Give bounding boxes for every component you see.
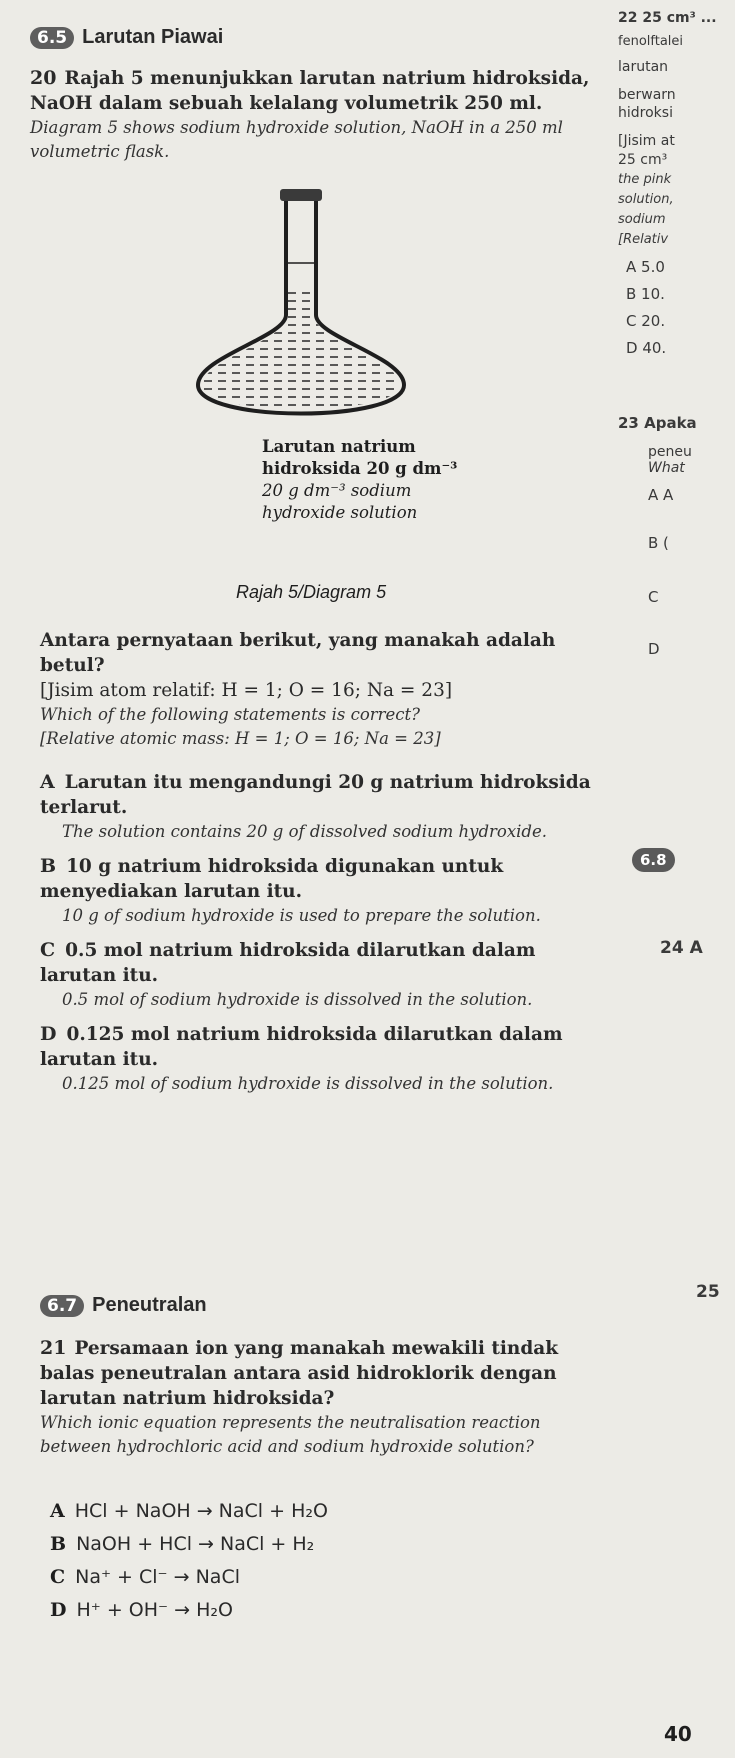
option-text-en: The solution contains 20 g of dissolved sodium hydroxide. — [62, 822, 548, 841]
option-letter: D — [50, 1599, 67, 1621]
q23-line: What — [648, 460, 685, 476]
question-20-options — [40, 770, 600, 1096]
prompt-malay: Antara pernyataan berikut, yang manakah adalah betul? — [40, 630, 556, 676]
section-badge-6-8 — [632, 850, 675, 869]
section-header-6-7 — [40, 1294, 207, 1317]
flask-label-en-2: hydroxide solution — [262, 503, 418, 522]
q23-line: B ( — [648, 534, 669, 552]
section-header-6-5 — [30, 26, 223, 49]
stem-malay: Persamaan ion yang manakah mewakili tindak balas peneutralan antara asid hidroklorik dengan larutan natrium hidroksida? — [40, 1338, 559, 1409]
right-column-cutoff — [618, 10, 735, 658]
atomic-mass-english: [Relative atomic mass: H = 1; O = 16; Na = 23] — [40, 729, 441, 748]
q25-cutoff: 25 — [696, 1282, 720, 1302]
option-d[interactable] — [50, 1599, 328, 1632]
question-21-options — [50, 1500, 328, 1632]
q22-line: berwarn — [618, 87, 676, 103]
option-text-ms: Larutan itu mengandungi 20 g natrium hidroksida terlarut. — [40, 772, 591, 818]
option-b[interactable] — [40, 854, 600, 928]
q22-line: fenolftalei — [618, 34, 684, 49]
q22-line: solution, — [618, 192, 674, 207]
flask-label-ms-2: hidroksida 20 g dm⁻³ — [262, 459, 458, 478]
option-a[interactable] — [40, 770, 600, 844]
stem-english: Diagram 5 shows sodium hydroxide solution, NaOH in a 250 ml volumetric flask. — [30, 118, 563, 161]
question-number: 20 — [30, 67, 57, 89]
q23-line: 23 Apaka — [618, 414, 697, 432]
q24-cutoff: 24 A — [660, 938, 703, 958]
section-title: Larutan Piawai — [82, 26, 224, 48]
flask-labels — [262, 436, 457, 524]
q22-option: A 5.0 — [626, 258, 665, 276]
option-c[interactable] — [50, 1566, 328, 1599]
q22-line: [Jisim at — [618, 133, 675, 149]
option-letter: A — [50, 1500, 65, 1522]
q22-line: hidroksi — [618, 105, 673, 121]
option-equation: Na⁺ + Cl⁻ → NaCl — [75, 1566, 240, 1588]
option-text-ms: 0.125 mol natrium hidroksida dilarutkan dalam larutan itu. — [40, 1024, 563, 1070]
section-badge: 6.8 — [632, 848, 675, 872]
diagram-caption: Rajah 5/Diagram 5 — [236, 582, 387, 602]
option-d[interactable] — [40, 1022, 600, 1096]
section-badge: 6.7 — [40, 1295, 84, 1317]
option-equation: HCl + NaOH → NaCl + H₂O — [74, 1500, 328, 1522]
q22-option: B 10. — [626, 285, 665, 303]
option-text-en: 10 g of sodium hydroxide is used to prepare the solution. — [62, 906, 541, 925]
option-letter: C — [40, 939, 56, 961]
question-20-stem — [30, 66, 590, 164]
volumetric-flask-diagram — [160, 185, 480, 430]
option-text-en: 0.125 mol of sodium hydroxide is dissolved in the solution. — [62, 1074, 554, 1093]
option-text-ms: 10 g natrium hidroksida digunakan untuk menyediakan larutan itu. — [40, 856, 504, 902]
q23-line: D — [648, 640, 660, 658]
option-b[interactable] — [50, 1533, 328, 1566]
option-letter: A — [40, 771, 55, 793]
q22-line: [Relativ — [618, 232, 669, 247]
question-21 — [40, 1336, 600, 1459]
option-letter: B — [50, 1533, 67, 1555]
q23-line: peneu — [648, 444, 692, 460]
option-equation: NaOH + HCl → NaCl + H₂ — [76, 1533, 315, 1555]
q22-option: D 40. — [626, 339, 667, 357]
option-equation: H⁺ + OH⁻ → H₂O — [76, 1599, 233, 1621]
q22-line: 25 cm³ — [618, 152, 668, 168]
q22-top: 22 25 cm³ ... — [618, 10, 717, 26]
option-letter: D — [40, 1023, 57, 1045]
stem-malay: Rajah 5 menunjukkan larutan natrium hidroksida, NaOH dalam sebuah kelalang volumetrik 250 ml. — [30, 68, 590, 114]
q22-line: the pink — [618, 172, 672, 187]
option-text-en: 0.5 mol of sodium hydroxide is dissolved in the solution. — [62, 990, 533, 1009]
option-c[interactable] — [40, 938, 600, 1012]
prompt-english: Which of the following statements is correct? — [40, 705, 421, 724]
atomic-mass-malay: [Jisim atom relatif: H = 1; O = 16; Na = 23] — [40, 680, 453, 701]
flask-stopper — [280, 189, 322, 201]
flask-liquid — [202, 287, 400, 409]
question-number: 21 — [40, 1337, 67, 1359]
option-a[interactable] — [50, 1500, 328, 1533]
section-title: Peneutralan — [92, 1294, 207, 1316]
section-badge: 6.5 — [30, 27, 74, 49]
page-number: 40 — [664, 1722, 692, 1746]
q23-line: A A — [648, 486, 674, 504]
q22-option: C 20. — [626, 312, 666, 330]
question-20-prompt — [40, 628, 600, 751]
q23-line: C — [648, 588, 659, 606]
q22-line: larutan — [618, 59, 669, 75]
q22-line: sodium — [618, 212, 666, 227]
option-text-ms: 0.5 mol natrium hidroksida dilarutkan dalam larutan itu. — [40, 940, 536, 986]
option-letter: C — [50, 1566, 66, 1588]
option-letter: B — [40, 855, 57, 877]
stem-english: Which ionic equation represents the neutralisation reaction between hydrochloric acid and sodium hydroxide solution? — [40, 1413, 541, 1456]
flask-label-ms-1: Larutan natrium — [262, 437, 416, 456]
flask-label-en-1: 20 g dm⁻³ sodium — [262, 481, 412, 500]
